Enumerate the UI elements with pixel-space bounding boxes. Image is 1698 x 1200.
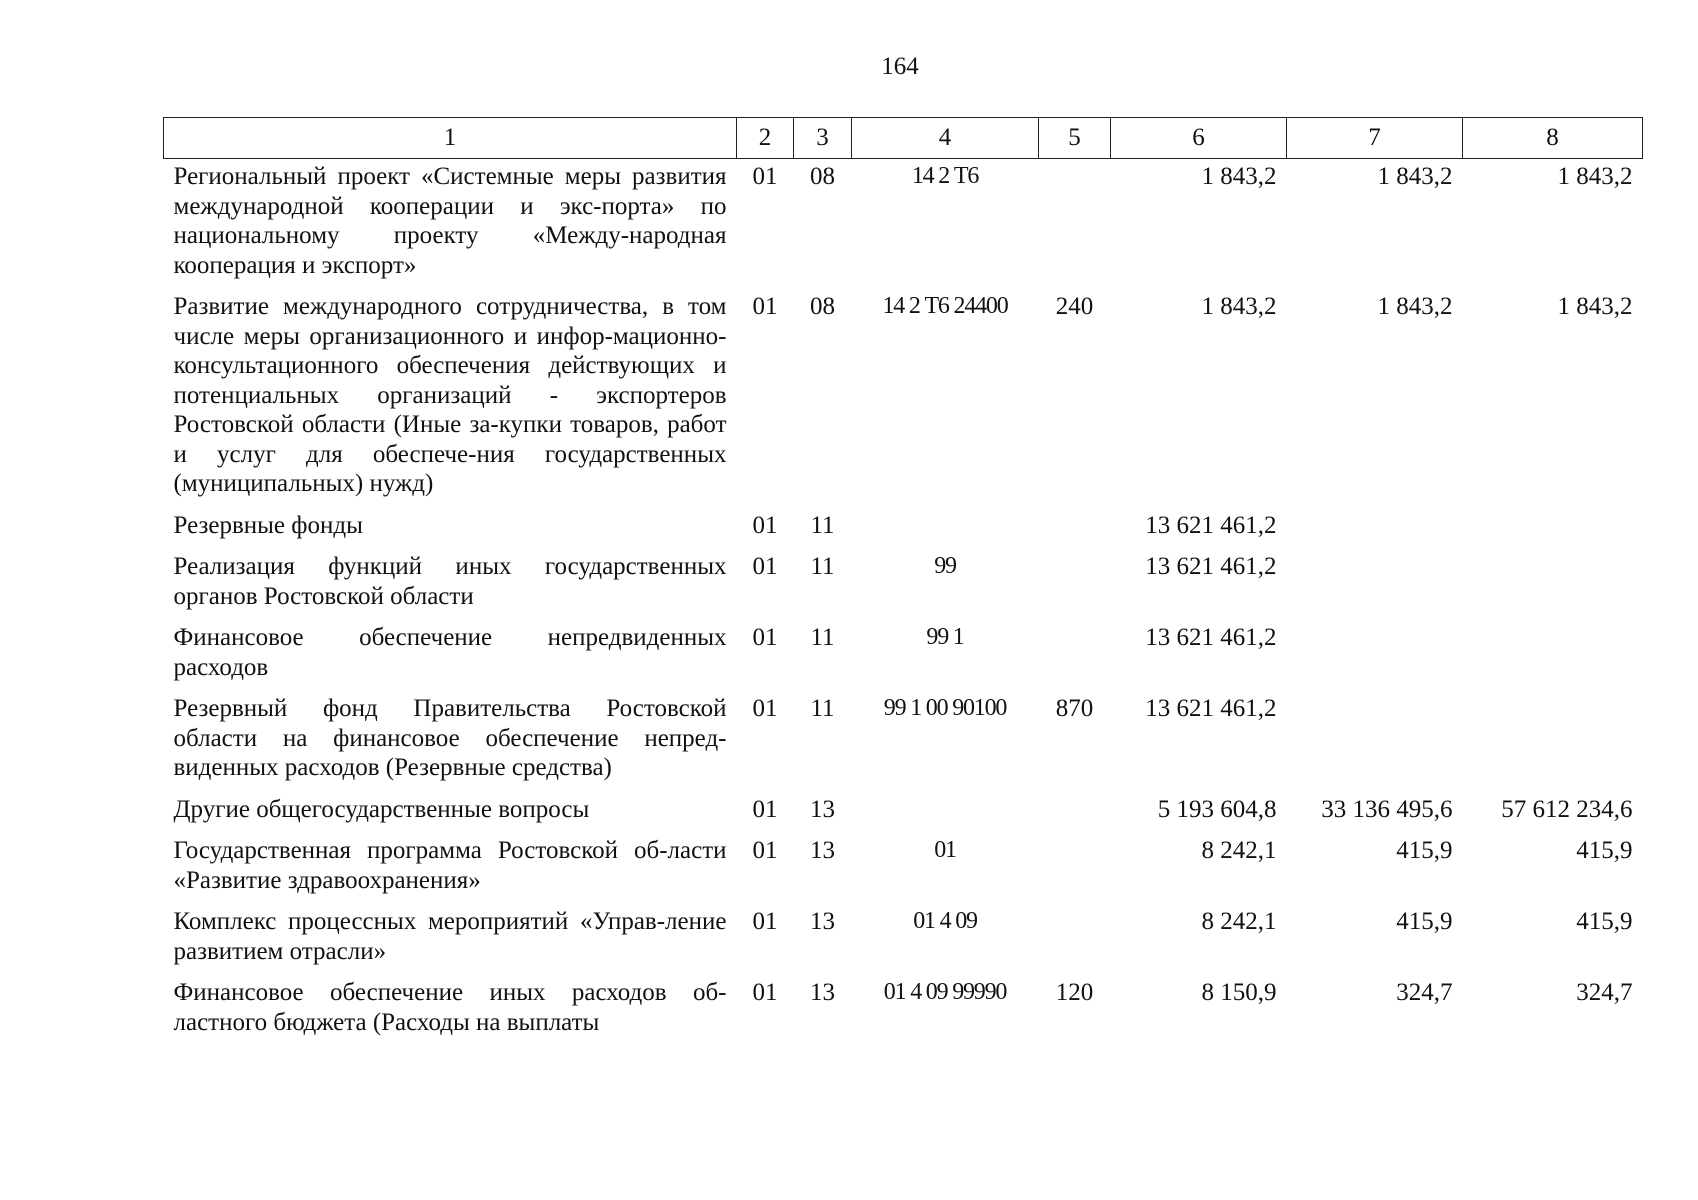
row-section-code: 01 (752, 695, 778, 722)
row-amount-col-8: 57 612 234,6 (1501, 795, 1633, 823)
column-header-1: 1 (164, 118, 737, 159)
row-expense-type-code (1039, 907, 1111, 978)
table-row (164, 552, 1643, 623)
table-row (164, 836, 1643, 907)
row-subsection-code: 11 (810, 695, 835, 722)
row-name: Резервный фонд Правительства Ростовской области на финансовое обеспечение непред-виденных расходов (Резервные средства) (173, 695, 727, 781)
row-amount-col-7 (1287, 694, 1463, 795)
row-subsection-code: 08 (810, 293, 835, 320)
row-amount-col-6: 13 621 461,2 (1145, 695, 1277, 722)
row-section-code: 01 (752, 293, 778, 320)
row-name: Финансовое обеспечение иных расходов об-ластного бюджета (Расходы на выплаты (173, 979, 727, 1036)
row-amount-col-6: 13 621 461,2 (1145, 553, 1277, 580)
table-row (164, 907, 1643, 978)
row-name: Развитие международного сотрудничества, в том числе меры организационного и инфор-мационно-консультационного обеспечения действующих и потенциальных организаций - экспортеров Ростовской области (Иные за-купки товаров, работ и услуг для обеспече-ния государственных (муниципальных) нужд) (173, 293, 727, 497)
column-header-5: 5 (1039, 118, 1111, 159)
row-amount-col-6: 1 843,2 (1201, 163, 1277, 190)
row-amount-col-6: 1 843,2 (1201, 293, 1277, 320)
row-target-article-code: 14 2 Т6 24400 (882, 293, 1008, 319)
row-target-article-code (852, 511, 1039, 553)
row-amount-col-7 (1287, 511, 1463, 553)
column-header-6: 6 (1111, 118, 1287, 159)
row-amount-col-8: 415,9 (1576, 908, 1633, 935)
row-amount-col-6: 5 193 604,8 (1157, 795, 1277, 823)
column-header-2: 2 (737, 118, 794, 159)
row-amount-col-8: 1 843,2 (1557, 163, 1633, 190)
row-subsection-code: 13 (810, 908, 835, 935)
row-section-code: 01 (752, 837, 778, 864)
row-section-code: 01 (752, 624, 778, 651)
column-header-7: 7 (1287, 118, 1463, 159)
row-section-code: 01 (752, 511, 778, 539)
row-target-article-code: 99 1 (926, 624, 964, 650)
column-header-3: 3 (794, 118, 852, 159)
row-target-article-code (852, 795, 1039, 837)
row-amount-col-6: 8 150,9 (1201, 979, 1277, 1006)
row-amount-col-8 (1463, 694, 1643, 795)
row-amount-col-6: 8 242,1 (1201, 908, 1277, 935)
row-target-article-code: 99 (934, 553, 956, 579)
row-subsection-code: 11 (810, 624, 835, 651)
row-name: Другие общегосударственные вопросы (173, 795, 590, 823)
table-row (164, 159, 1643, 293)
row-target-article-code: 01 4 09 (913, 908, 977, 934)
row-section-code: 01 (752, 795, 778, 823)
row-name: Финансовое обеспечение непредвиденных расходов (173, 624, 727, 681)
row-amount-col-6: 13 621 461,2 (1145, 624, 1277, 651)
row-expense-type-code (1039, 623, 1111, 694)
row-amount-col-8 (1463, 623, 1643, 694)
row-amount-col-7: 33 136 495,6 (1321, 795, 1453, 823)
row-target-article-code: 01 (934, 837, 956, 863)
row-section-code: 01 (752, 908, 778, 935)
row-subsection-code: 13 (810, 837, 835, 864)
header-row (164, 118, 1643, 159)
column-header-4: 4 (852, 118, 1039, 159)
row-subsection-code: 11 (810, 511, 835, 539)
row-amount-col-7: 1 843,2 (1377, 163, 1453, 190)
row-amount-col-8 (1463, 552, 1643, 623)
row-amount-col-8 (1463, 511, 1643, 553)
row-section-code: 01 (752, 163, 778, 190)
table-row (164, 292, 1643, 511)
row-amount-col-7: 415,9 (1396, 837, 1453, 864)
row-name: Государственная программа Ростовской об-ласти «Развитие здравоохранения» (173, 837, 727, 894)
row-name: Резервные фонды (173, 511, 363, 539)
row-target-article-code: 99 1 00 90100 (883, 695, 1007, 721)
row-amount-col-8: 415,9 (1576, 837, 1633, 864)
column-header-8: 8 (1463, 118, 1643, 159)
table-header (164, 118, 1643, 159)
row-target-article-code: 14 2 Т6 (911, 163, 979, 189)
row-section-code: 01 (752, 553, 778, 580)
row-expense-type-code (1039, 795, 1111, 837)
table-row (164, 795, 1643, 837)
row-amount-col-7: 415,9 (1396, 908, 1453, 935)
row-expense-type-code (1039, 836, 1111, 907)
row-target-article-code: 01 4 09 99990 (883, 979, 1007, 1005)
row-section-code: 01 (752, 979, 778, 1006)
row-name: Региональный проект «Системные меры развития международной кооперации и экс-порта» по национальному проекту «Между-народная кооперация и экспорт» (173, 163, 727, 279)
budget-table (163, 117, 1643, 1049)
table-row (164, 511, 1643, 553)
row-expense-type-code (1039, 552, 1111, 623)
row-name: Реализация функций иных государственных органов Ростовской области (173, 553, 727, 610)
row-expense-type-code (1039, 511, 1111, 553)
row-expense-type-code: 120 (1055, 979, 1094, 1006)
table-row (164, 978, 1643, 1049)
row-amount-col-8: 324,7 (1576, 979, 1633, 1006)
row-amount-col-6: 13 621 461,2 (1145, 511, 1277, 539)
row-subsection-code: 13 (810, 979, 835, 1006)
row-amount-col-7: 324,7 (1396, 979, 1453, 1006)
table-row (164, 623, 1643, 694)
row-amount-col-7: 1 843,2 (1377, 293, 1453, 320)
row-amount-col-7 (1287, 552, 1463, 623)
table-row (164, 694, 1643, 795)
row-expense-type-code: 870 (1055, 695, 1094, 722)
row-amount-col-8: 1 843,2 (1557, 293, 1633, 320)
row-subsection-code: 11 (810, 553, 835, 580)
row-amount-col-7 (1287, 623, 1463, 694)
row-subsection-code: 13 (810, 795, 835, 823)
table-body (164, 159, 1643, 1050)
row-expense-type-code: 240 (1055, 293, 1094, 320)
row-expense-type-code (1039, 159, 1111, 293)
page-number: 164 (881, 53, 919, 80)
row-subsection-code: 08 (810, 163, 835, 190)
row-name: Комплекс процессных мероприятий «Управ-ление развитием отрасли» (173, 908, 727, 965)
row-amount-col-6: 8 242,1 (1201, 837, 1277, 864)
